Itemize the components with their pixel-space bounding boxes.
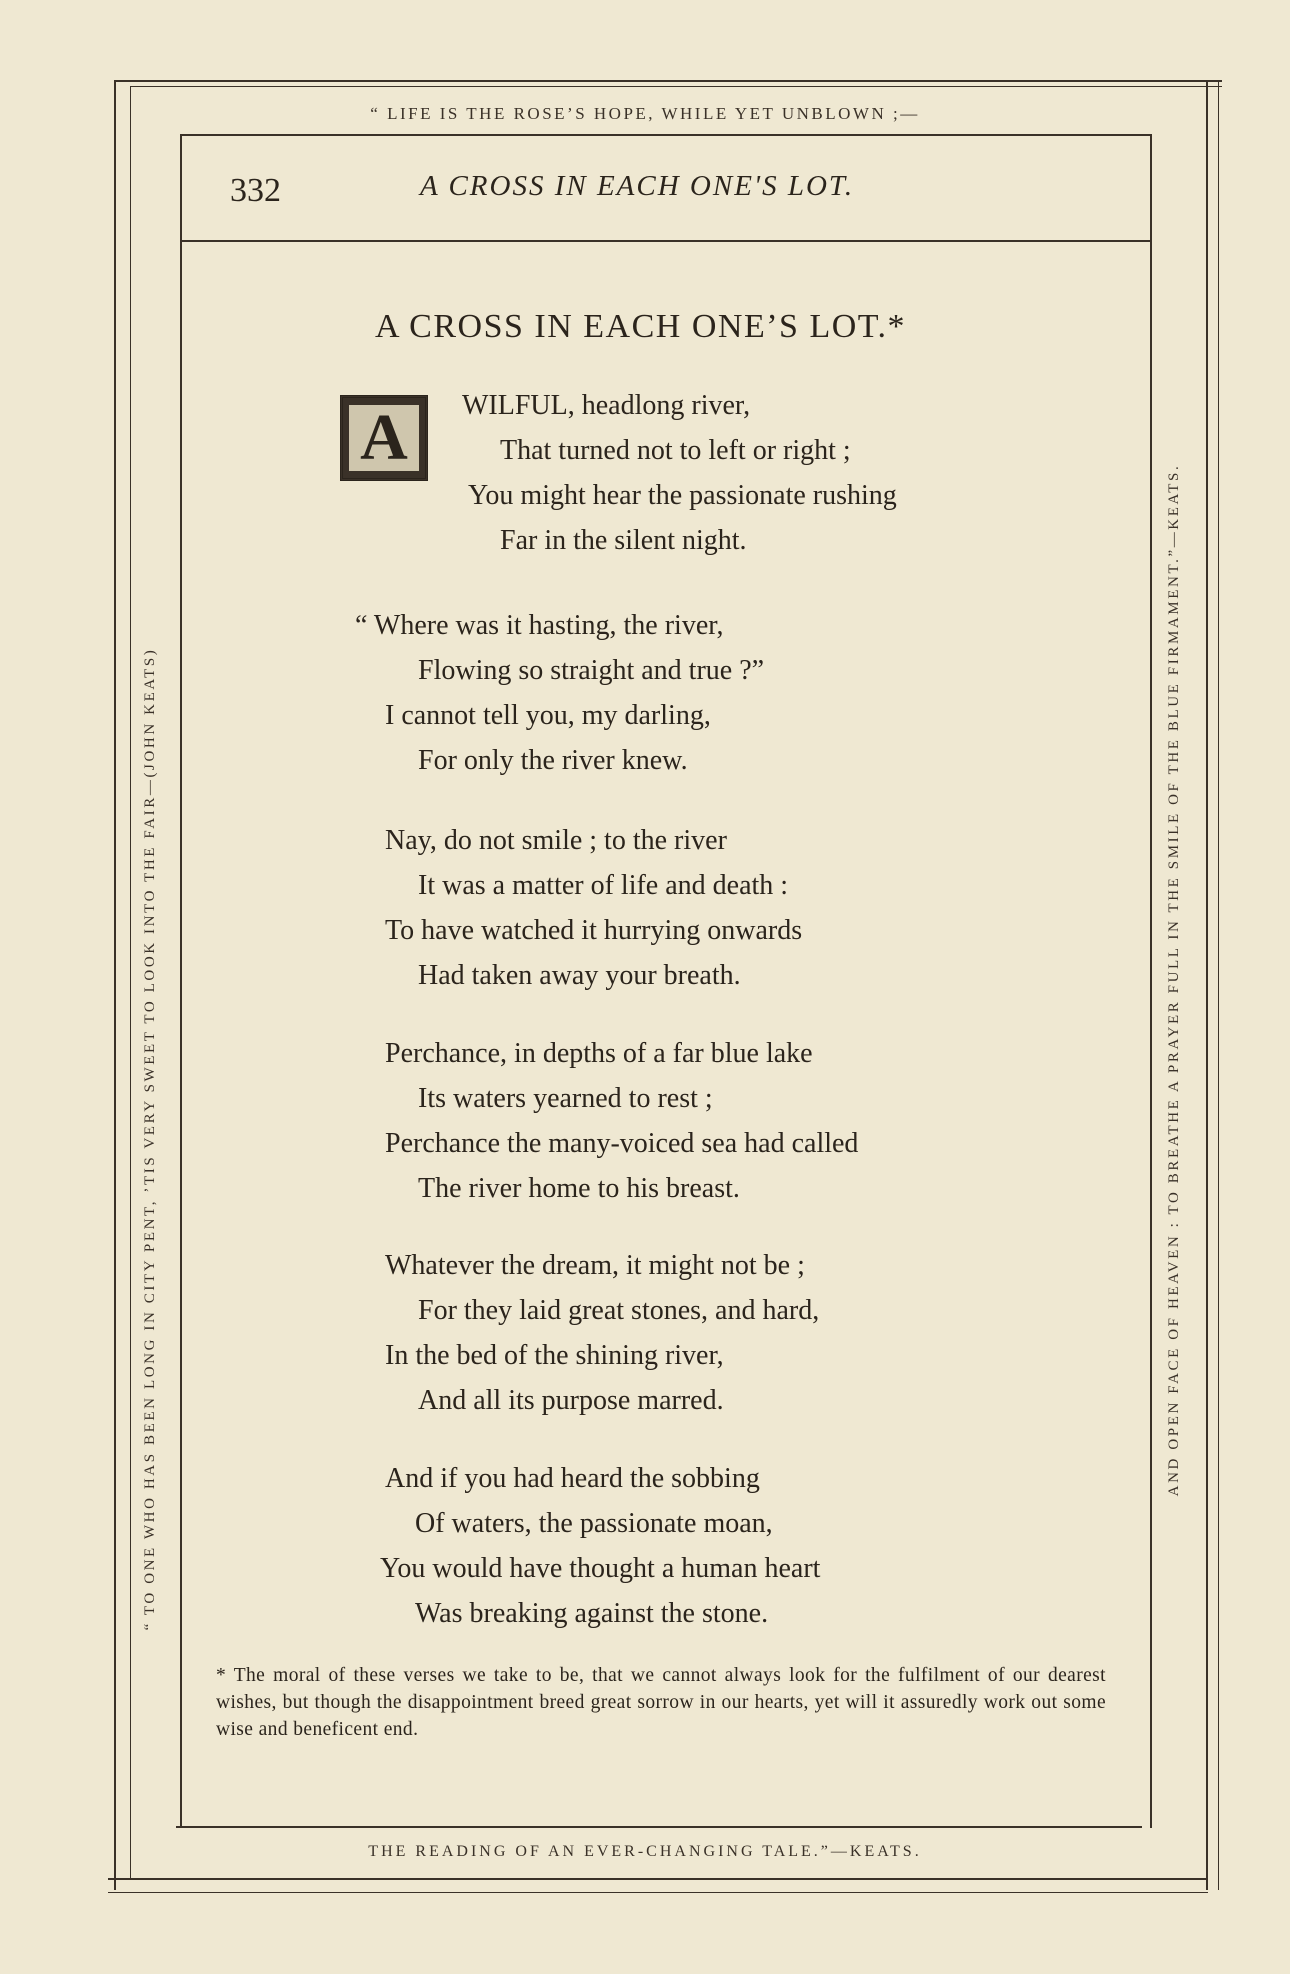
poem-line: Had taken away your breath. [418, 960, 741, 991]
running-title: A CROSS IN EACH ONE'S LOT. [420, 170, 855, 202]
header-rule [182, 240, 1152, 242]
poem-line: You might hear the passionate rushing [468, 480, 897, 511]
poem-line: “ Where was it hasting, the river, [355, 610, 724, 641]
drop-cap-ornament [340, 395, 428, 481]
outer-frame-top-rule-inner [130, 86, 1222, 87]
inner-panel-right-rule [1150, 134, 1152, 1828]
border-left-quote: “ TO ONE WHO HAS BEEN LONG IN CITY PENT, ’TIS VERY SWEET TO LOOK INTO THE FAIR—(JOHN KEATS) [142, 647, 158, 1631]
outer-frame-bottom-rule-2 [108, 1892, 1208, 1893]
poem-line: Its waters yearned to rest ; [418, 1083, 713, 1114]
poem-line: I cannot tell you, my darling, [385, 700, 711, 731]
poem-line: WILFUL, headlong river, [462, 390, 751, 421]
outer-frame-right-rule-outer [1218, 80, 1219, 1890]
poem-line: For only the river knew. [418, 745, 688, 776]
border-right-quote: AND OPEN FACE OF HEAVEN : TO BREATHE A PRAYER FULL IN THE SMILE OF THE BLUE FIRMAMENT.”—KEATS. [1166, 463, 1182, 1497]
poem-line: Perchance, in depths of a far blue lake [385, 1038, 813, 1069]
inner-panel-left-rule [180, 134, 182, 1828]
poem-line: Whatever the dream, it might not be ; [385, 1250, 805, 1281]
inner-panel-top-rule [182, 134, 1152, 136]
poem-line: Flowing so straight and true ?” [418, 655, 765, 686]
poem-line: For they laid great stones, and hard, [418, 1295, 820, 1326]
poem-line: Of waters, the passionate moan, [415, 1508, 773, 1539]
poem-line: And all its purpose marred. [418, 1385, 724, 1416]
page-number: 332 [230, 172, 281, 209]
inner-panel-bottom-rule [176, 1826, 1142, 1828]
outer-frame-left-rule-inner [130, 86, 131, 1880]
poem-line: It was a matter of life and death : [418, 870, 789, 901]
poem-line: The river home to his breast. [418, 1173, 740, 1204]
poem-line: You would have thought a human heart [380, 1553, 821, 1584]
outer-frame-left-rule [114, 80, 116, 1890]
poem-line: In the bed of the shining river, [385, 1340, 724, 1371]
poem-line: Perchance the many-voiced sea had called [385, 1128, 859, 1159]
poem-title: A CROSS IN EACH ONE’S LOT.* [375, 308, 907, 345]
drop-cap-letter: A [349, 405, 419, 471]
poem-line: Far in the silent night. [500, 525, 747, 556]
outer-frame-right-rule [1206, 80, 1208, 1890]
poem-line: That turned not to left or right ; [500, 435, 851, 466]
poem-line: And if you had heard the sobbing [385, 1463, 760, 1494]
border-top-quote: “ LIFE IS THE ROSE’S HOPE, WHILE YET UNBLOWN ;— [370, 104, 920, 123]
border-bottom-quote: THE READING OF AN EVER-CHANGING TALE.”—KEATS. [368, 1843, 922, 1860]
outer-frame-top-rule [114, 80, 1222, 82]
outer-frame-bottom-rule [108, 1878, 1208, 1880]
poem-line: To have watched it hurrying onwards [385, 915, 803, 946]
poem-line: Nay, do not smile ; to the river [385, 825, 727, 856]
footnote: * The moral of these verses we take to be, that we cannot always look for the fulfilment of our dearest wishes, but though the disappointment breed great sorrow in our hearts, yet will it assuredly work out some wise and beneficent end. [216, 1665, 1106, 1740]
poem-line: Was breaking against the stone. [415, 1598, 769, 1629]
